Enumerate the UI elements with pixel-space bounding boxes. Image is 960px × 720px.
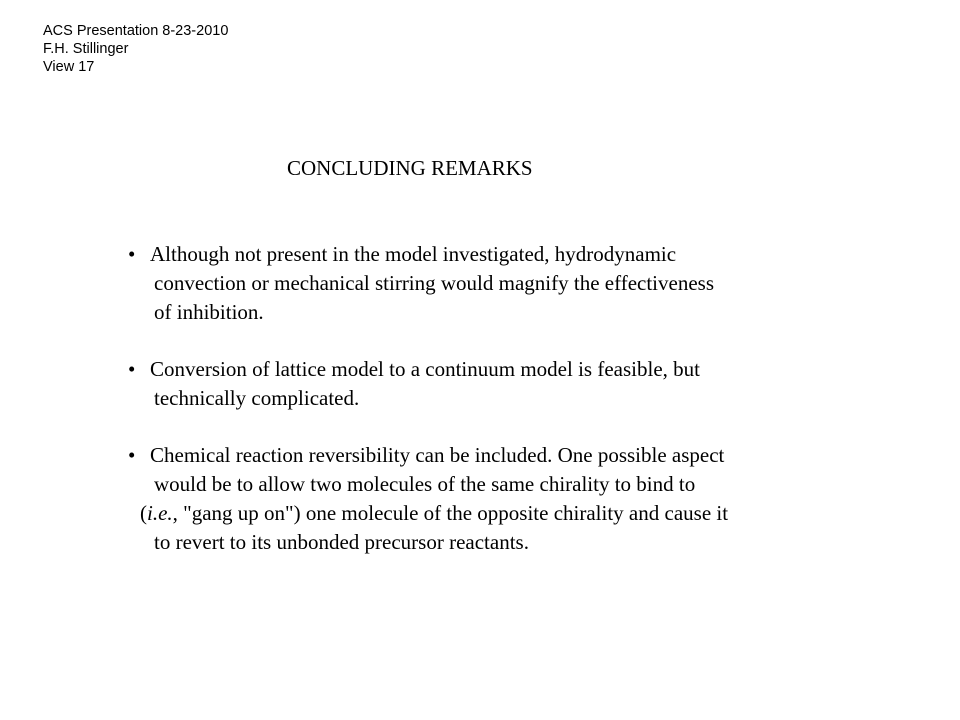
bullet-text: Although not present in the model investigated, hydrodynamic [150, 242, 677, 266]
bullet-line: to revert to its unbonded precursor reactants. [154, 530, 529, 554]
header-view-line: View 17 [43, 59, 95, 75]
bullet-line: technically complicated. [154, 386, 360, 410]
bullet-line: of inhibition. [154, 300, 264, 324]
bullet-line [128, 441, 948, 470]
header-author-line: F.H. Stillinger [43, 41, 129, 57]
italic-ie: i.e. [147, 501, 173, 525]
bullet-dot: • [128, 443, 136, 467]
bullet-line [128, 355, 948, 384]
bullet-item-hydrodynamic [128, 240, 948, 327]
bullet-item-continuum [128, 355, 948, 413]
slide-header [43, 22, 228, 76]
slide-title: CONCLUDING REMARKS [287, 156, 533, 180]
bullet-line: would be to allow two molecules of the same chirality to bind to [154, 472, 696, 496]
header-presentation-line: ACS Presentation 8-23-2010 [43, 23, 229, 39]
open-paren: ( [140, 501, 147, 525]
bullet-item-reversibility [128, 441, 948, 557]
bullet-text: Conversion of lattice model to a continuum model is feasible, but [150, 357, 700, 381]
bullet-line: convection or mechanical stirring would magnify the effectiveness [154, 271, 715, 295]
bullet-dot: • [128, 357, 136, 381]
bullet-line [128, 499, 948, 528]
bullet-line [128, 240, 948, 269]
bullet-dot: • [128, 242, 136, 266]
bullet-list [128, 240, 948, 585]
bullet-text: , "gang up on") one molecule of the opposite chirality and cause it [172, 501, 729, 525]
bullet-text: Chemical reaction reversibility can be included. One possible aspect [150, 443, 725, 467]
